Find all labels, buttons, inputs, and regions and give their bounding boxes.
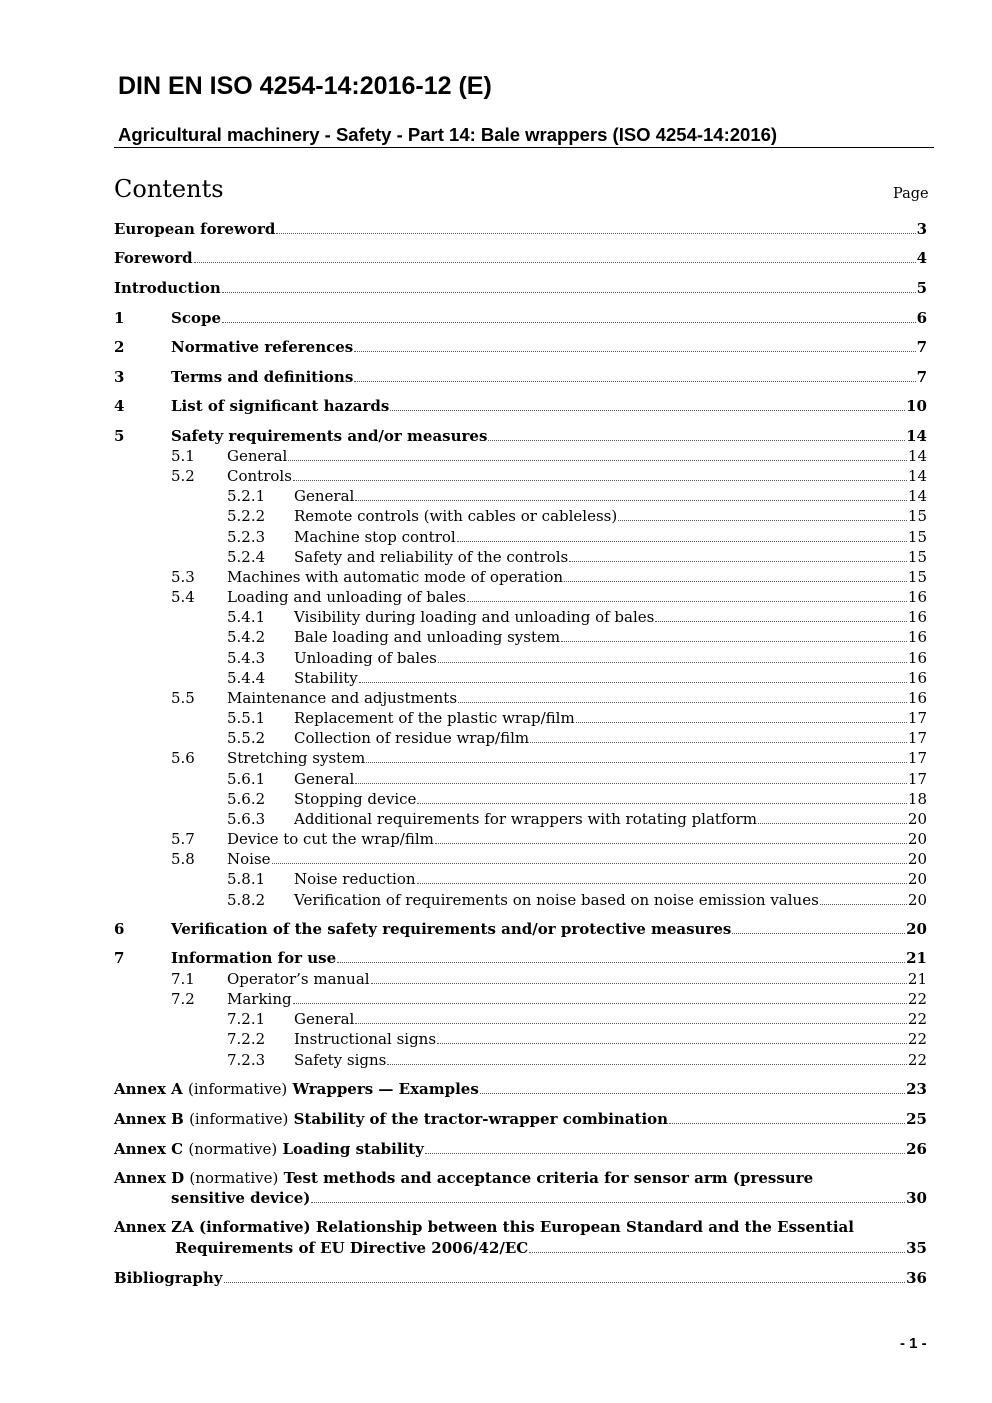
toc-entry[interactable] bbox=[114, 789, 927, 809]
toc-entry[interactable] bbox=[114, 688, 927, 708]
dot-leader bbox=[530, 742, 907, 743]
dot-leader bbox=[457, 541, 907, 542]
annex-title: Wrappers — Examples bbox=[292, 1080, 479, 1098]
page-number: 7 bbox=[916, 368, 927, 386]
toc-entry-annex-b[interactable] bbox=[114, 1109, 927, 1129]
section-number: 5.8 bbox=[171, 850, 195, 868]
section-number: 4 bbox=[114, 397, 125, 415]
page-number: 20 bbox=[906, 920, 927, 938]
entry-title: Normative references bbox=[171, 338, 354, 356]
toc-entry-bibliography[interactable] bbox=[114, 1268, 927, 1288]
entry-title: Safety signs bbox=[294, 1051, 387, 1069]
entry-title: Loading and unloading of bales bbox=[227, 588, 467, 606]
dot-leader bbox=[222, 292, 916, 293]
toc-entry[interactable] bbox=[114, 567, 927, 587]
page-number: 14 bbox=[907, 447, 927, 465]
dot-leader bbox=[359, 682, 907, 683]
toc-entry-annex-za[interactable] bbox=[114, 1217, 927, 1237]
dot-leader bbox=[820, 904, 907, 905]
annex-label: Annex B bbox=[114, 1110, 184, 1128]
toc-entry[interactable] bbox=[114, 308, 927, 328]
page-number: 15 bbox=[907, 507, 927, 525]
dot-leader bbox=[561, 641, 907, 642]
annex-status: (normative) bbox=[188, 1140, 278, 1158]
section-number: 5.1 bbox=[171, 447, 195, 465]
dot-leader bbox=[311, 1202, 905, 1203]
entry-title: Introduction bbox=[114, 279, 221, 297]
toc-entry[interactable] bbox=[114, 948, 927, 968]
toc-entry[interactable] bbox=[114, 648, 927, 668]
entry-title: Operator’s manual bbox=[227, 970, 370, 988]
toc-entry[interactable] bbox=[114, 587, 927, 607]
document-subtitle: Agricultural machinery - Safety - Part 14: Bale wrappers (ISO 4254-14:2016) bbox=[118, 124, 778, 145]
page-number: 20 bbox=[907, 870, 927, 888]
annex-title-continuation: Requirements of EU Directive 2006/42/EC bbox=[175, 1239, 529, 1257]
toc-entry[interactable] bbox=[114, 969, 927, 989]
page-number: 18 bbox=[907, 790, 927, 808]
toc-entry[interactable] bbox=[114, 426, 927, 446]
annex-label: Annex C bbox=[114, 1140, 184, 1158]
entry-title: Collection of residue wrap/film bbox=[294, 729, 530, 747]
entry-title: Safety requirements and/or measures bbox=[171, 427, 488, 445]
dot-leader bbox=[288, 460, 907, 461]
dot-leader bbox=[272, 863, 907, 864]
header-rule bbox=[114, 147, 934, 148]
toc-entry[interactable] bbox=[114, 1029, 927, 1049]
page-number: 15 bbox=[907, 548, 927, 566]
section-number: 5.2.2 bbox=[227, 507, 266, 525]
page-number: 17 bbox=[907, 749, 927, 767]
toc-entry[interactable] bbox=[114, 248, 927, 268]
entry-title: General bbox=[227, 447, 288, 465]
page-number: 17 bbox=[907, 709, 927, 727]
dot-leader bbox=[224, 1282, 906, 1283]
section-number: 5.2.3 bbox=[227, 528, 266, 546]
dot-leader bbox=[355, 1023, 907, 1024]
page-number: 20 bbox=[907, 810, 927, 828]
section-number: 5.3 bbox=[171, 568, 195, 586]
entry-title: Remote controls (with cables or cableless) bbox=[294, 507, 618, 525]
section-number: 5.2 bbox=[171, 467, 195, 485]
toc-entry[interactable] bbox=[114, 1050, 927, 1070]
toc-entry[interactable] bbox=[114, 708, 927, 728]
section-number: 7.2 bbox=[171, 990, 195, 1008]
dot-leader bbox=[222, 322, 916, 323]
dot-leader bbox=[467, 601, 907, 602]
page-number: 14 bbox=[906, 427, 927, 445]
toc-entry[interactable] bbox=[114, 506, 927, 526]
page-number: 23 bbox=[906, 1080, 927, 1098]
section-number: 6 bbox=[114, 920, 125, 938]
entry-title: Foreword bbox=[114, 249, 193, 267]
page-number: 22 bbox=[907, 1051, 927, 1069]
annex-status: (informative) bbox=[198, 1218, 311, 1236]
toc-entry[interactable] bbox=[114, 1009, 927, 1029]
page-number: 21 bbox=[906, 949, 927, 967]
toc-entry[interactable] bbox=[114, 890, 927, 910]
section-number: 5.4.4 bbox=[227, 669, 266, 687]
document-title: DIN EN ISO 4254-14:2016-12 (E) bbox=[118, 72, 492, 100]
page-number: 20 bbox=[907, 830, 927, 848]
section-number: 5.4.2 bbox=[227, 628, 266, 646]
entry-title: Noise reduction bbox=[294, 870, 416, 888]
page-number: 20 bbox=[907, 891, 927, 909]
section-number: 7.1 bbox=[171, 970, 195, 988]
toc-entry[interactable] bbox=[114, 989, 927, 1009]
section-number: 5.4.1 bbox=[227, 608, 266, 626]
dot-leader bbox=[355, 783, 907, 784]
page-number: 6 bbox=[916, 309, 927, 327]
dot-leader bbox=[293, 1003, 907, 1004]
toc-entry[interactable] bbox=[114, 728, 927, 748]
entry-title: Marking bbox=[227, 990, 292, 1008]
annex-title: Relationship between this European Standard and the Essential bbox=[315, 1218, 854, 1236]
entry-title: General bbox=[294, 1010, 355, 1028]
dot-leader bbox=[387, 1064, 907, 1065]
toc-entry[interactable] bbox=[114, 486, 927, 506]
page-number: 17 bbox=[907, 729, 927, 747]
section-number: 5.4 bbox=[171, 588, 195, 606]
toc-entry[interactable] bbox=[114, 396, 927, 416]
section-number: 2 bbox=[114, 338, 125, 356]
dot-leader bbox=[618, 520, 907, 521]
toc-entry-annex-a[interactable] bbox=[114, 1079, 927, 1099]
page-number: 21 bbox=[907, 970, 927, 988]
dot-leader bbox=[355, 500, 907, 501]
page-number: 4 bbox=[916, 249, 927, 267]
page-number: 26 bbox=[906, 1140, 927, 1158]
page-number: 35 bbox=[906, 1239, 927, 1257]
entry-title: Maintenance and adjustments bbox=[227, 689, 458, 707]
section-number: 5.8.2 bbox=[227, 891, 266, 909]
dot-leader bbox=[390, 410, 905, 411]
entry-title: Information for use bbox=[171, 949, 337, 967]
contents-heading: Contents bbox=[114, 175, 224, 203]
dot-leader bbox=[458, 702, 907, 703]
dot-leader bbox=[758, 823, 907, 824]
page-number: 3 bbox=[916, 220, 927, 238]
dot-leader bbox=[293, 480, 907, 481]
annex-status: (informative) bbox=[189, 1110, 289, 1128]
toc-entry[interactable] bbox=[114, 278, 927, 298]
toc-entry[interactable] bbox=[114, 367, 927, 387]
dot-leader bbox=[437, 1043, 907, 1044]
dot-leader bbox=[438, 662, 907, 663]
entry-title: Replacement of the plastic wrap/film bbox=[294, 709, 575, 727]
page-number: 30 bbox=[906, 1189, 927, 1207]
dot-leader bbox=[488, 440, 905, 441]
dot-leader bbox=[435, 843, 907, 844]
annex-title: Loading stability bbox=[282, 1140, 424, 1158]
annex-status: (normative) bbox=[189, 1169, 279, 1187]
section-number: 5.7 bbox=[171, 830, 195, 848]
page-number: 10 bbox=[906, 397, 927, 415]
page-number: 16 bbox=[907, 588, 927, 606]
entry-title: Instructional signs bbox=[294, 1030, 437, 1048]
section-number: 5.4.3 bbox=[227, 649, 266, 667]
dot-leader bbox=[337, 962, 905, 963]
entry-title: Controls bbox=[227, 467, 292, 485]
entry-title: General bbox=[294, 770, 355, 788]
dot-leader bbox=[732, 933, 905, 934]
dot-leader bbox=[569, 561, 907, 562]
page-number: 15 bbox=[907, 528, 927, 546]
section-number: 5.5.2 bbox=[227, 729, 266, 747]
section-number: 5.8.1 bbox=[227, 870, 266, 888]
toc-entry[interactable] bbox=[114, 919, 927, 939]
entry-title: Stability bbox=[294, 669, 358, 687]
dot-leader bbox=[417, 883, 907, 884]
entry-title: Device to cut the wrap/film bbox=[227, 830, 434, 848]
section-number: 7.2.1 bbox=[227, 1010, 266, 1028]
toc-entry[interactable] bbox=[114, 769, 927, 789]
dot-leader bbox=[276, 233, 915, 234]
toc-entry-annex-za-continuation[interactable] bbox=[114, 1238, 927, 1258]
section-number: 1 bbox=[114, 309, 125, 327]
dot-leader bbox=[655, 621, 907, 622]
entry-title: Scope bbox=[171, 309, 222, 327]
section-number: 5.6.2 bbox=[227, 790, 266, 808]
page-number: 14 bbox=[907, 467, 927, 485]
entry-title: Terms and definitions bbox=[171, 368, 354, 386]
entry-title: European foreword bbox=[114, 220, 276, 238]
section-number: 5 bbox=[114, 427, 125, 445]
page-number: 16 bbox=[907, 628, 927, 646]
entry-title: Verification of requirements on noise based on noise emission values bbox=[294, 891, 819, 909]
page-number: 16 bbox=[907, 689, 927, 707]
page-column-label: Page bbox=[893, 186, 929, 202]
section-number: 3 bbox=[114, 368, 125, 386]
page-number: 17 bbox=[907, 770, 927, 788]
toc-entry[interactable] bbox=[114, 337, 927, 357]
section-number: 5.5 bbox=[171, 689, 195, 707]
page-number: 36 bbox=[906, 1269, 927, 1287]
toc-entry[interactable] bbox=[114, 748, 927, 768]
toc-entry[interactable] bbox=[114, 446, 927, 466]
section-number: 5.2.4 bbox=[227, 548, 266, 566]
annex-status: (informative) bbox=[188, 1080, 288, 1098]
toc-entry-annex-d[interactable] bbox=[114, 1168, 927, 1188]
dot-leader bbox=[529, 1252, 905, 1253]
toc-entry[interactable] bbox=[114, 547, 927, 567]
page-number: 7 bbox=[916, 338, 927, 356]
page-number: 22 bbox=[907, 1010, 927, 1028]
entry-title: Machine stop control bbox=[294, 528, 456, 546]
page-number: 5 bbox=[916, 279, 927, 297]
toc-entry[interactable] bbox=[114, 829, 927, 849]
dot-leader bbox=[425, 1153, 905, 1154]
page-number: 22 bbox=[907, 1030, 927, 1048]
page-number: 16 bbox=[907, 608, 927, 626]
toc-entry[interactable] bbox=[114, 668, 927, 688]
dot-leader bbox=[371, 983, 907, 984]
dot-leader bbox=[564, 581, 907, 582]
entry-title: Additional requirements for wrappers with rotating platform bbox=[294, 810, 757, 828]
entry-title: Verification of the safety requirements and/or protective measures bbox=[171, 920, 732, 938]
page-number: 16 bbox=[907, 649, 927, 667]
entry-title: Machines with automatic mode of operation bbox=[227, 568, 564, 586]
section-number: 5.5.1 bbox=[227, 709, 266, 727]
section-number: 7 bbox=[114, 949, 125, 967]
entry-title: List of significant hazards bbox=[171, 397, 390, 415]
section-number: 5.6.3 bbox=[227, 810, 266, 828]
entry-title: Bale loading and unloading system bbox=[294, 628, 561, 646]
section-number: 5.6 bbox=[171, 749, 195, 767]
section-number: 5.2.1 bbox=[227, 487, 266, 505]
footer-page-number: - 1 - bbox=[900, 1335, 927, 1352]
page-number: 20 bbox=[907, 850, 927, 868]
dot-leader bbox=[480, 1093, 905, 1094]
page-number: 25 bbox=[906, 1110, 927, 1128]
dot-leader bbox=[417, 803, 907, 804]
toc-entry[interactable] bbox=[114, 219, 927, 239]
toc-entry[interactable] bbox=[114, 869, 927, 889]
entry-title: Stretching system bbox=[227, 749, 366, 767]
entry-title: Visibility during loading and unloading of bales bbox=[294, 608, 655, 626]
annex-label: Annex D bbox=[114, 1169, 185, 1187]
entry-title: Stopping device bbox=[294, 790, 417, 808]
toc-entry[interactable] bbox=[114, 527, 927, 547]
entry-title: Safety and reliability of the controls bbox=[294, 548, 569, 566]
page-number: 15 bbox=[907, 568, 927, 586]
toc-entry[interactable] bbox=[114, 809, 927, 829]
page-number: 22 bbox=[907, 990, 927, 1008]
page-number: 14 bbox=[907, 487, 927, 505]
dot-leader bbox=[194, 262, 916, 263]
entry-title: Bibliography bbox=[114, 1269, 223, 1287]
toc-entry[interactable] bbox=[114, 607, 927, 627]
dot-leader bbox=[354, 381, 915, 382]
entry-title: Noise bbox=[227, 850, 271, 868]
section-number: 5.6.1 bbox=[227, 770, 266, 788]
toc-entry-annex-d-continuation[interactable] bbox=[114, 1188, 927, 1208]
annex-title: Stability of the tractor-wrapper combination bbox=[293, 1110, 669, 1128]
toc-entry[interactable] bbox=[114, 466, 927, 486]
toc-entry-annex-c[interactable] bbox=[114, 1139, 927, 1159]
page-number: 16 bbox=[907, 669, 927, 687]
annex-label: Annex A bbox=[114, 1080, 183, 1098]
annex-label: Annex ZA bbox=[114, 1218, 194, 1236]
entry-title: General bbox=[294, 487, 355, 505]
annex-title-continuation: sensitive device) bbox=[171, 1189, 311, 1207]
annex-title: Test methods and acceptance criteria for sensor arm (pressure bbox=[283, 1169, 814, 1187]
dot-leader bbox=[366, 762, 907, 763]
entry-title: Unloading of bales bbox=[294, 649, 437, 667]
toc-entry[interactable] bbox=[114, 849, 927, 869]
dot-leader bbox=[576, 722, 907, 723]
section-number: 7.2.2 bbox=[227, 1030, 266, 1048]
dot-leader bbox=[669, 1123, 905, 1124]
toc-entry[interactable] bbox=[114, 627, 927, 647]
dot-leader bbox=[354, 351, 915, 352]
section-number: 7.2.3 bbox=[227, 1051, 266, 1069]
